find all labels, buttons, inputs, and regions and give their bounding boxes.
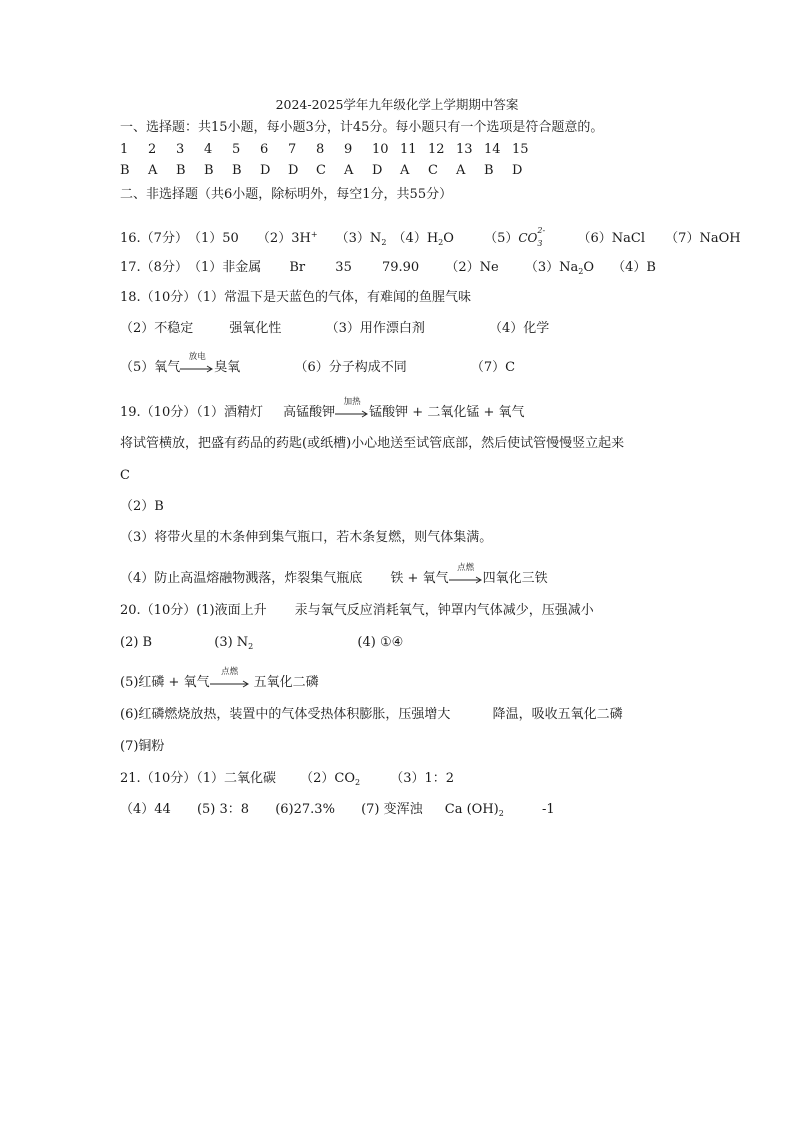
q18-answer-7: （7）C [470,360,516,375]
q21-answer-3: （3）1：2 [390,771,455,786]
q18-answer-2b: 强氧化性 [229,321,282,336]
q18-line-3 [120,352,516,376]
q20-answer-2: (2) B [120,635,153,650]
q19-line-2: 将试管横放，把盛有药品的药匙(或纸槽)小心地送至试管底部，然后使试管慢慢竖立起来 [120,436,625,451]
q20-line-3 [120,667,319,691]
q21-answer-7b: Ca $(OH)_2$ [444,802,504,818]
reaction-arrow: 加热 [335,404,369,418]
q16-line [120,227,741,251]
q21-answer-7c: -1 [541,802,555,817]
question-number: 15 [512,142,529,157]
q18-answer-2: （2）不稳定 [120,321,194,336]
answer-letter: B [484,163,494,178]
question-number: 13 [456,142,473,157]
q17-answer-1c: 35 [335,260,352,275]
answer-letter: C [428,163,438,178]
answer-letters-row [120,163,540,179]
q19-line-3: C [120,468,130,483]
answer-letter: A [456,163,466,178]
q20-answer-6: (6)红磷燃烧放热，装置中的气体受热体积膨胀，压强增大 [120,707,451,722]
question-number: 14 [484,142,501,157]
reaction-arrow: 点燃 [449,570,483,584]
q21-answer-5: (5) 3：8 [196,802,250,817]
question-number: 1 [120,142,129,157]
q18-answer-4: （4）化学 [489,321,550,336]
q21-answer-2: $(2)CO_2$ [300,771,361,787]
q20-answer-1: 20.（10分）(1)液面上升 [120,603,267,618]
answer-letter: A [344,163,354,178]
q20-answer-5: (5)红磷 + 氧气 点燃 五氧化二磷 [120,667,319,690]
q19-equation-2: 铁 + 氧气 点燃 四氧化三铁 [390,563,548,586]
q20-answer-4: (4) ①④ [357,635,404,650]
reaction-arrow: 点燃 [210,674,250,688]
q17-line [120,260,656,280]
q20-line-1 [120,603,594,619]
answer-letter: B [120,163,130,178]
section1-heading: 一、选择题：共15小题，每小题3分，计45分。每小题只有一个选项是符合题意的。 [120,120,604,135]
q19-line-6 [120,563,548,587]
q20-line-5: (7)铜粉 [120,739,165,754]
q17-answer-3: $(3)Na_2O$ [524,260,594,276]
q18-answer-6: （6）分子构成不同 [294,360,407,375]
question-number: 3 [176,142,185,157]
q17-answer-4: （4）B [612,260,656,275]
q20-line-4 [120,707,623,723]
q17-label: 17.（8分） [120,260,188,275]
q20-answer-1b: 汞与氧气反应消耗氧气，钟罩内气体减少，压强减小 [294,603,594,618]
question-number: 12 [428,142,445,157]
q19-line-4: （2）B [120,499,164,514]
answer-letter: D [260,163,271,178]
question-number: 6 [260,142,269,157]
answer-letter: A [400,163,410,178]
q18-line-1: 18.（10分）（1）常温下是天蓝色的气体，有难闻的鱼腥气味 [120,290,471,305]
q16-label: 16.（7分） [120,231,188,246]
question-number: 11 [400,142,417,157]
answer-letter: B [176,163,186,178]
section2-heading: 二、非选择题（共6小题，除标明外，每空1分，共55分） [120,187,453,202]
q19-line-1 [120,397,525,421]
question-numbers-row [120,142,540,158]
q20-line-2 [120,635,403,655]
q21-line-2 [120,802,555,822]
q18-answer-3: （3）用作漂白剂 [325,321,425,336]
q17-answer-1d: 79.90 [381,260,420,275]
q16-answer-1: （1）50 [187,231,239,246]
answer-letter: D [512,163,523,178]
question-number: 7 [288,142,297,157]
q21-answer-6: (6)27.3% [275,802,335,817]
q18-line-2 [120,321,549,337]
q17-answer-1: （1）非金属 [187,260,262,275]
q19-equation: 高锰酸钾 加热 锰酸钾 + 二氧化锰 + 氧气 [283,397,525,420]
q18-answer-5: （5）氧气 放电 臭氧 [120,352,241,375]
question-number: 4 [204,142,213,157]
q21-answer-1: 21.（10分）（1）二氧化碳 [120,771,276,786]
q16-answer-7: （7）NaOH [665,231,741,246]
reaction-arrow: 放电 [180,359,214,373]
question-number: 8 [316,142,325,157]
q16-answer-2: （2）3H+ [256,230,318,246]
q16-answer-5: （5）CO 2- 3 [484,230,547,247]
q21-line-1 [120,771,454,791]
carbonate-ion-formula: CO 2- 3 [518,226,546,248]
question-number: 9 [344,142,353,157]
q17-answer-2: （2）Ne [445,260,499,275]
question-number: 10 [372,142,389,157]
answer-letter: A [148,163,158,178]
page-title: 2024-2025学年九年级化学上学期期中答案 [275,97,519,112]
q21-answer-4: （4）44 [120,802,171,817]
q16-answer-6: （6）NaCl [577,231,646,246]
q16-answer-3: $(3)N_2$ [335,231,387,247]
answer-letter: B [232,163,242,178]
q16-answer-4: $(4)H_2O$ [392,231,454,247]
answer-letter: C [316,163,326,178]
q19-answer-1: 19.（10分）（1）酒精灯 [120,405,263,420]
answer-letter: B [204,163,214,178]
question-number: 2 [148,142,157,157]
answer-letter: D [372,163,383,178]
q20-answer-3: (3) $N_2$ [214,635,254,651]
question-number: 5 [232,142,241,157]
q21-answer-7: (7) 变浑浊 [361,802,423,817]
q19-line-5: （3）将带火星的木条伸到集气瓶口，若木条复燃，则气体集满。 [120,530,493,545]
q20-answer-6b: 降温，吸收五氧化二磷 [492,707,623,722]
answer-letter: D [288,163,299,178]
q17-answer-1b: Br [289,260,306,275]
q19-answer-4: （4）防止高温熔融物溅落，炸裂集气瓶底 [120,571,363,586]
